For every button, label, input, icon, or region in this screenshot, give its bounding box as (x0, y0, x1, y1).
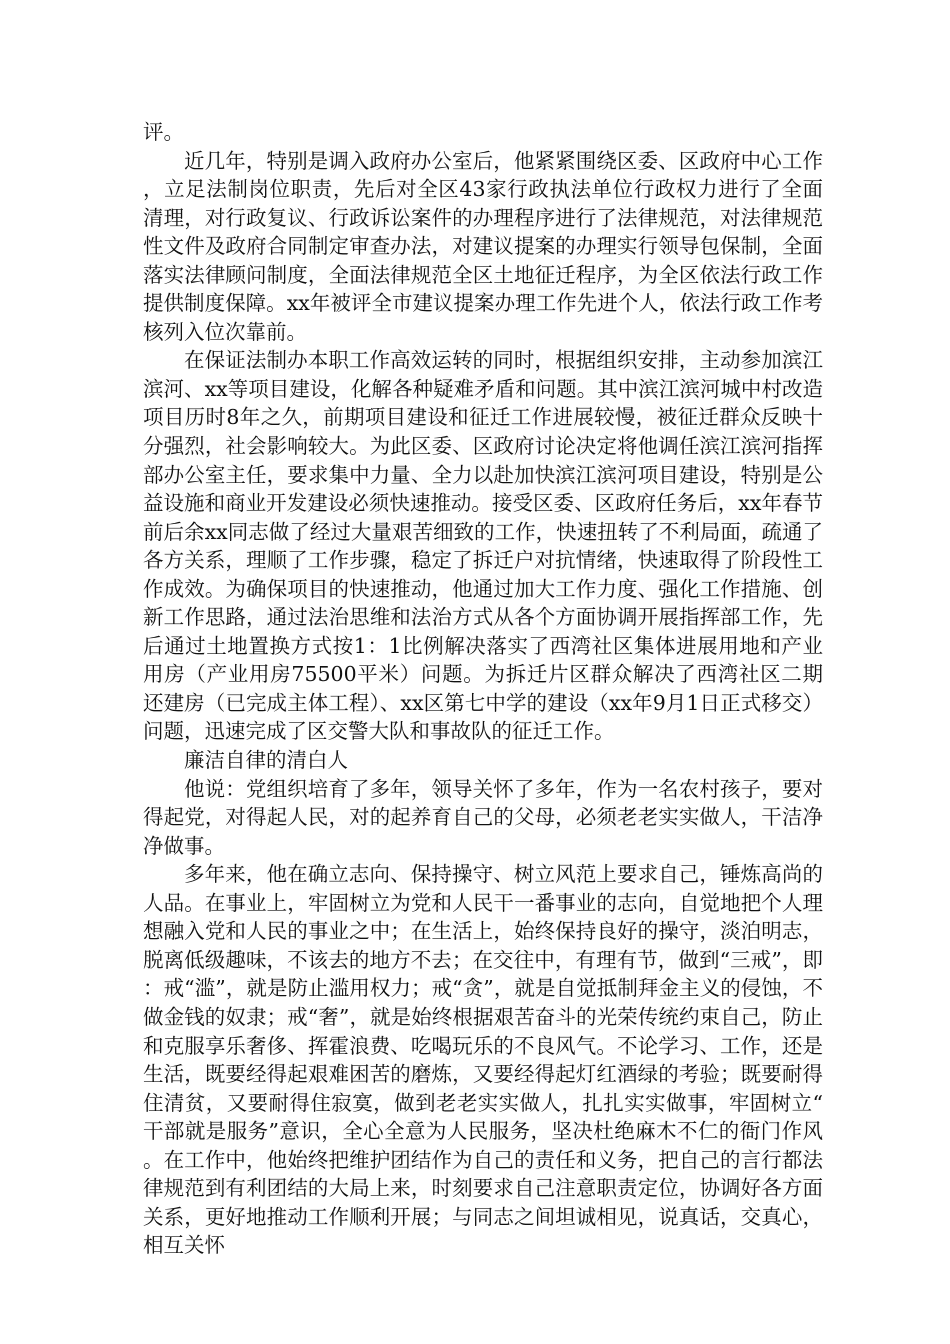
document-body (143, 118, 823, 1260)
paragraph-2: 近几年，特别是调入政府办公室后，他紧紧围绕区委、区政府中心工作，立足法制岗位职责，先后对全区43家行政执法单位行政权力进行了全面清理，对行政复议、行政诉讼案件的办理程序进行了法律规范，对法律规范性文件及政府合同制定审查办法，对建议提案的办理实行领导包保制，全面落实法律顾问制度，全面法律规范全区土地征迁程序，为全区依法行政工作提供制度保障。xx年被评全市建议提案办理工作先进个人，依法行政工作考核列入位次靠前。 (143, 148, 823, 344)
paragraph-1: 评。 (143, 120, 184, 144)
paragraph-4: 他说：党组织培育了多年，领导关怀了多年，作为一名农村孩子，要对得起党，对得起人民，对的起养育自己的父母，必须老老实实做人，干洁净净做事。 (143, 776, 823, 858)
paragraph-5: 多年来，他在确立志向、保持操守、树立风范上要求自己，锤炼高尚的人品。在事业上，牢固树立为党和人民干一番事业的志向，自觉地把个人理想融入党和人民的事业之中；在生活上，始终保持良好的操守，淡泊明志，脱离低级趣味，不该去的地方不去；在交往中，有理有节，做到“三戒”，即：戒“滥”，就是防止滥用权力；戒“贪”，就是自觉抵制拜金主义的侵蚀，不做金钱的奴隶；戒“奢”，就是始终根据艰苦奋斗的光荣传统约束自己，防止和克服享乐奢侈、挥霍浪费、吃喝玩乐的不良风气。不论学习、工作，还是生活，既要经得起艰难困苦的磨炼，又要经得起灯红酒绿的考验；既要耐得住清贫，又要耐得住寂寞，做到老老实实做人，扎扎实实做事，牢固树立“干部就是服务”意识，全心全意为人民服务，坚决杜绝麻木不仁的衙门作风。在工作中，他始终把维护团结作为自己的责任和义务，把自己的言行都法律规范到有利团结的大局上来，时刻要求自己注意职责定位，协调好各方面关系，更好地推动工作顺利开展；与同志之间坦诚相见，说真话，交真心，相互关怀 (143, 862, 823, 1258)
section-heading: 廉洁自律的清白人 (184, 748, 348, 773)
paragraph-3: 在保证法制办本职工作高效运转的同时，根据组织安排，主动参加滨江滨河、xx等项目建设，化解各种疑难矛盾和问题。其中滨江滨河城中村改造项目历时8年之久，前期项目建设和征迁工作进展较慢，被征迁群众反映十分强烈，社会影响较大。为此区委、区政府讨论决定将他调任滨江滨河指挥部办公室主任，要求集中力量、全力以赴加快滨江滨河项目建设，特别是公益设施和商业开发建设必须快速推动。接受区委、区政府任务后，xx年春节前后余xx同志做了经过大量艰苦细致的工作，快速扭转了不利局面，疏通了各方关系，理顺了工作步骤，稳定了拆迁户对抗情绪，快速取得了阶段性工作成效。为确保项目的快速推动，他通过加大工作力度、强化工作措施、创新工作思路，通过法治思维和法治方式从各个方面协调开展指挥部工作，先后通过土地置换方式按1：1比例解决落实了西湾社区集体进展用地和产业用房（产业用房75500平米）问题。为拆迁片区群众解决了西湾社区二期还建房（已完成主体工程）、xx区第七中学的建设（xx年9月1日正式移交）问题，迅速完成了区交警大队和事故队的征迁工作。 (143, 348, 823, 744)
